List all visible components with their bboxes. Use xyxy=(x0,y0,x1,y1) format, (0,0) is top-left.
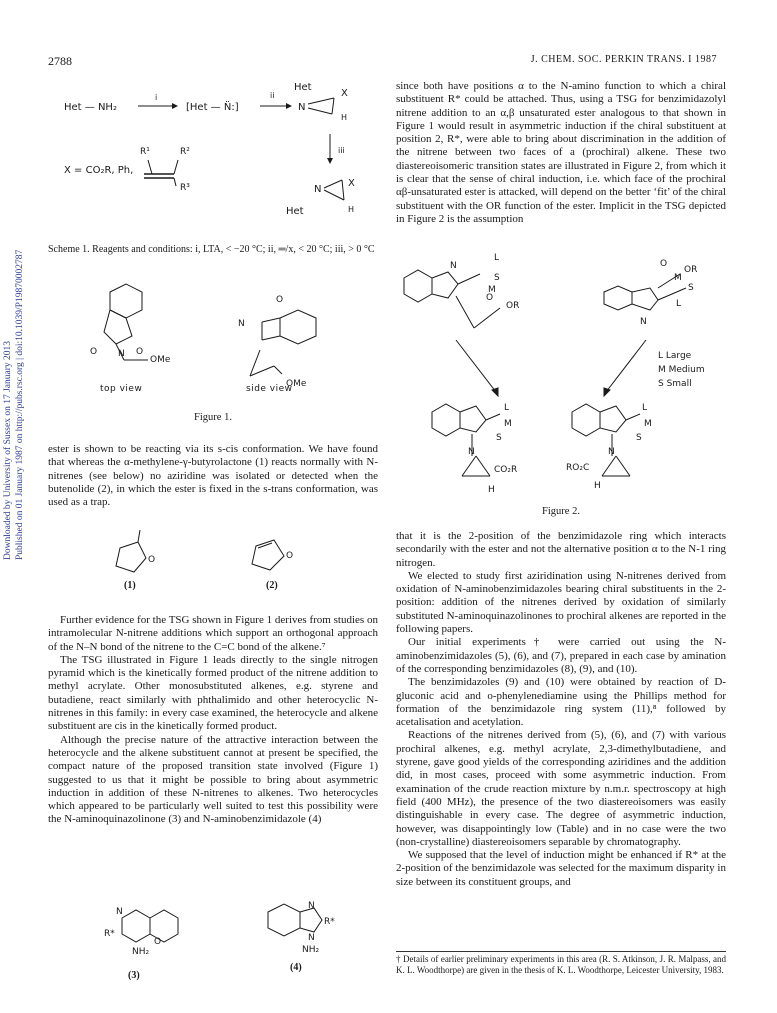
scheme-n-top: N xyxy=(298,102,306,113)
fig2-l-right: L xyxy=(676,299,682,309)
compound-2-label: (2) xyxy=(266,580,278,591)
fig2-n-product-right: N xyxy=(608,447,615,457)
fig1-top-view-label: top view xyxy=(100,384,143,394)
compound-4-rstar: R* xyxy=(324,917,335,927)
fig2-co2r-product-left: CO₂R xyxy=(494,465,518,475)
fig2-ts-right-imidazole xyxy=(632,288,658,310)
fig2-n-product-left: N xyxy=(468,447,475,457)
scheme-step-ii: ii xyxy=(270,91,275,100)
figure-1-caption: Figure 1. xyxy=(194,412,232,423)
compound-4-imidazole-ring xyxy=(300,908,322,932)
compound-3-n1: N xyxy=(116,907,123,917)
scheme-1-caption-text: Scheme 1. Reagents and conditions: i, LTA, < −20 °C; ii, ═/x, < 20 °C; iii, > 0 °C xyxy=(48,244,375,255)
download-watermark xyxy=(2,250,26,560)
fig1-n-side: N xyxy=(238,319,245,329)
running-head: J. CHEM. SOC. PERKIN TRANS. I 1987 xyxy=(530,54,717,65)
scheme-het-nh2: Het — NH₂ xyxy=(64,102,117,113)
fig2-n-left: N xyxy=(450,261,457,271)
right-column-bottom xyxy=(396,530,726,889)
right-paragraph-2: that it is the 2-position of the benzimidazole ring which interacts secondarily with the ester and not the alternative position α to the N-1 ring nitrogen. xyxy=(396,530,726,569)
page-number: 2788 xyxy=(48,54,72,68)
watermark-line-1: Downloaded by University of Sussex on 17 January 2013 xyxy=(3,340,13,560)
fig2-ts-left-imidazole xyxy=(432,272,458,298)
scheme-x-top: X xyxy=(341,88,348,99)
fig2-product-left-benzene xyxy=(432,404,460,436)
right-paragraph-5: The benzimidazoles (9) and (10) were obtained by reaction of D-gluconic acid and o-phenylenediamine using the Phillips method for formation of the benzimidazole ring system (11),⁸ followed by acetalisation and acetylation. xyxy=(396,676,726,729)
fig2-product-right-benzene xyxy=(572,404,600,436)
compound-3-pyrimidinone-ring xyxy=(122,910,150,942)
scheme-r3: R³ xyxy=(180,183,190,193)
fig2-o-left: O xyxy=(486,293,494,303)
compound-1-label: (1) xyxy=(124,580,136,591)
compound-4-n2: N xyxy=(308,933,315,943)
scheme-r1: R¹ xyxy=(140,147,150,157)
scheme-het-top: Het xyxy=(294,82,312,93)
scheme-1-caption xyxy=(48,244,378,256)
figure-2 xyxy=(396,244,726,504)
scheme-x-definition: X = CO₂R, Ph, xyxy=(64,165,134,176)
compound-4-benzene-ring xyxy=(268,904,300,936)
compound-1-ring xyxy=(116,542,146,572)
fig2-l-left: L xyxy=(494,253,500,263)
scheme-n-bottom: N xyxy=(314,184,322,195)
scheme-h-bottom: H xyxy=(348,205,355,214)
right-paragraph-3: We elected to study first aziridination using N-nitrenes derived from oxidation of N-aminobenzimidazoles bearing chiral substituents in the 2-position: addition of the nitrenes derived by oxidation of similarly substituted N-aminoquinazolinones to prochiral alkenes are reported in the following papers. xyxy=(396,569,726,636)
fig2-h-product-right: H xyxy=(594,481,601,491)
fig2-product-right-imidazole xyxy=(600,406,626,432)
scheme-x-bottom: X xyxy=(348,178,355,189)
scheme-het-nitrene: [Het — N̈:] xyxy=(186,102,239,113)
fig2-product-left-imidazole xyxy=(460,406,486,432)
figure-1 xyxy=(70,282,370,398)
scheme-h-top: H xyxy=(341,113,348,122)
fig1-o-side: O xyxy=(276,295,284,305)
fig2-legend-medium: M Medium xyxy=(658,365,705,375)
right-paragraph-1: since both have positions α to the N-amino function to which a chiral substituent R* could be attached. Thus, using a TSG for benzimidazolyl nitrene addition to an α,β unsaturated ester analogous to that shown in Figure 1 would result in asymmetric induction if the chiral substituent at position 2, R*, were able to bring about discrimination in the addition of the nitrene between two faces of a (prochiral) alkene. These two diastereoisomeric transition states are illustrated in Figure 2, from which it is clear that the sense of chiral induction, i.e. which face of the prochiral αβ-unsaturated ester is attacked, will depend on the better ‘fit’ of the chiral substituent with the OR function of the ester. Implicit in the TSG depicted in Figure 2 is the assumption xyxy=(396,80,726,225)
fig1-top-view-imide-ring xyxy=(104,310,132,344)
right-paragraph-7: We supposed that the level of induction might be enhanced if R* at the 2-position of the benzimidazole was selected for the maximum disparity in size between its constituent groups, and xyxy=(396,849,726,888)
left-column-top xyxy=(48,443,378,509)
fig1-o-left: O xyxy=(90,347,98,357)
compound-3-label: (3) xyxy=(128,970,140,981)
fig2-s-product-right: S xyxy=(636,433,642,443)
fig1-ome-side: OMe xyxy=(286,379,307,389)
fig2-legend-small: S Small xyxy=(658,379,692,389)
fig2-ts-right-benzene xyxy=(604,286,632,310)
fig1-o-right: O xyxy=(136,347,144,357)
footnote-rule xyxy=(396,951,726,952)
right-paragraph-6: Reactions of the nitrenes derived from (5), (6), and (7) with various prochiral alkenes, e.g. methyl acrylate, 2,3-dimethylbutadiene, and styrene, gave good yields of the corresponding aziridines and the addition did, in most cases, proceed with some asymmetric induction. From examination of the crude reaction mixture by n.m.r. spectroscopy at high field (400 MHz), the presence of the two diastereoisomers was easily distinguishable in every case. The degree of asymmetric induction, however, was disappointingly low (Table) and in no case were the two (non-crystalline) diastereoisomers separable by chromatography. xyxy=(396,729,726,848)
fig1-side-view-label: side view xyxy=(246,384,293,394)
left-paragraph-4: Although the precise nature of the attractive interaction between the heterocycle and the alkene substituent cannot at present be specified, the compact nature of the proposed transition state involved (Figure 1) suggested to us that it might be possible to bring about asymmetric induction in addition of these N-nitrenes to alkenes. Two heterocycles which appeared to be particularly well suited to test this possibility were the N-aminoquinazolinone (3) and N-aminobenzimidazole (4) xyxy=(48,733,378,826)
fig2-l-product-right: L xyxy=(642,403,648,413)
scheme-step-i: i xyxy=(155,93,158,102)
compound-2-o: O xyxy=(286,551,294,561)
fig2-h-product-left: H xyxy=(488,485,495,495)
compound-4-nh2: NH₂ xyxy=(302,945,320,955)
fig1-ome-top: OMe xyxy=(150,355,171,365)
compound-3-o: O xyxy=(154,937,162,947)
fig2-m-right: M xyxy=(674,273,682,283)
right-column-top xyxy=(396,80,726,226)
fig2-legend-large: L Large xyxy=(658,351,692,361)
left-paragraph-1: ester is shown to be reacting via its s-cis conformation. We have found that whereas the α-methylene-γ-butyrolactone (1) reacts normally with N-nitrenes (see below) no aziridine was isolated or detected when the butenolide (2), in which the ester is fixed in the s-trans conformation, was used as a trap. xyxy=(48,443,378,509)
fig2-or-left: OR xyxy=(506,301,520,311)
scheme-1 xyxy=(48,78,378,248)
fig1-n-top: N xyxy=(118,349,125,359)
fig2-ts-left-benzene xyxy=(404,270,432,302)
compound-3-rstar: R* xyxy=(104,929,115,939)
watermark-line-2: Published on 01 January 1987 on http://pubs.rsc.org | doi:10.1039/P19870002787 xyxy=(15,249,25,560)
fig2-m-product-right: M xyxy=(644,419,652,429)
fig2-n-right: N xyxy=(640,317,647,327)
fig2-s-right: S xyxy=(688,283,694,293)
compound-1-o: O xyxy=(148,555,156,565)
left-column-bottom xyxy=(48,614,378,827)
fig1-side-view-benzene xyxy=(280,310,316,344)
compound-4-n1: N xyxy=(308,901,315,911)
right-paragraph-4: Our initial experiments† were carried out using the N-aminobenzimidazoles (5), (6), and (7), prepared in each case by amination of the corresponding benzimidazoles (8), (9), and (10). xyxy=(396,636,726,675)
scheme-het-bottom: Het xyxy=(286,206,304,217)
left-paragraph-3: The TSG illustrated in Figure 1 leads directly to the single nitrogen pyramid which is the kinetically formed product of the nitrene addition to methyl acrylate. Other monosubstituted alkenes, e.g. styrene and butadiene, react similarly with phthalimido and other heterocyclic N-nitrenes in this family: in every case examined, the heterocycle and alkene substituent are cis in the kinetically formed product. xyxy=(48,653,378,733)
fig2-m-left: M xyxy=(488,285,496,295)
scheme-step-iii: iii xyxy=(338,146,345,155)
fig2-s-product-left: S xyxy=(496,433,502,443)
left-paragraph-2: Further evidence for the TSG shown in Figure 1 derives from studies on intramolecular N-nitrene additions which support an orthogonal approach of the N–N bond of the nitrene to the C=C bond of the alkene.⁷ xyxy=(48,614,378,653)
compound-4-label: (4) xyxy=(290,962,302,973)
compound-3-nh2: NH₂ xyxy=(132,947,150,957)
figure-2-caption: Figure 2. xyxy=(542,506,580,517)
fig2-s-left: S xyxy=(494,273,500,283)
fig2-m-product-left: M xyxy=(504,419,512,429)
scheme-r2: R² xyxy=(180,147,190,157)
fig2-l-product-left: L xyxy=(504,403,510,413)
fig2-o-right: O xyxy=(660,259,668,269)
fig2-ro2c-product-right: RO₂C xyxy=(566,463,590,473)
footnote: † Details of earlier preliminary experiments in this area (R. S. Atkinson, J. R. Malpass, and K. L. Woodthorpe) are given in the thesis of K. L. Woodthorpe, Leicester University, 1983. xyxy=(396,954,726,975)
fig2-or-right: OR xyxy=(684,265,698,275)
